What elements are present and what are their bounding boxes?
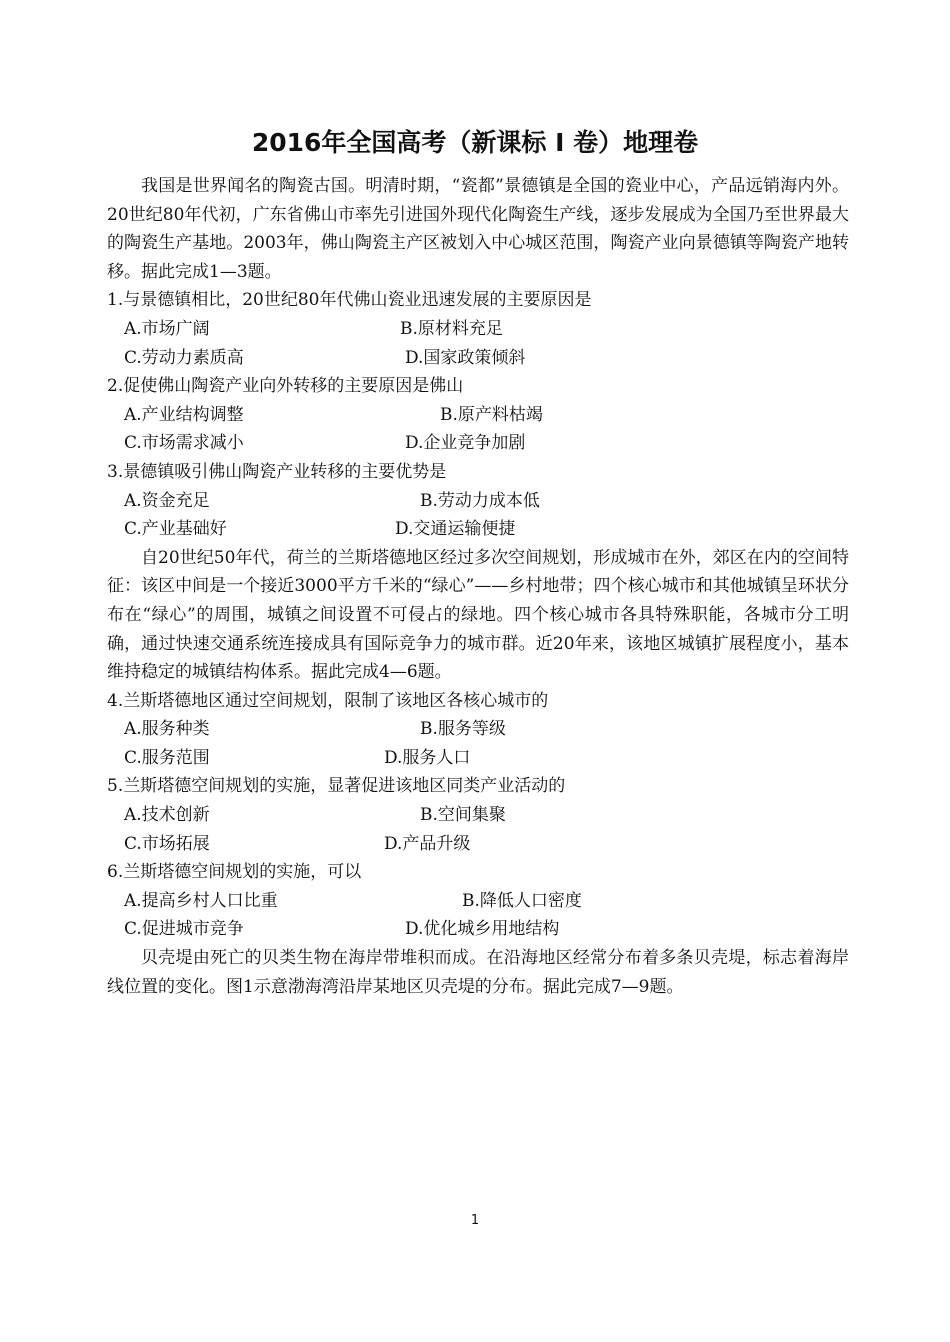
question-4-options-row-2	[107, 744, 849, 773]
q2-option-c: C.市场需求减小	[124, 433, 244, 454]
question-3-options-row-2	[107, 515, 849, 544]
q6-option-a: A.提高乡村人口比重	[124, 890, 278, 911]
question-3: 3.景德镇吸引佛山陶瓷产业转移的主要优势是	[107, 461, 447, 482]
question-2-options-row-1	[107, 401, 849, 430]
q5-option-a: A.技术创新	[124, 805, 210, 826]
q1-option-a: A.市场广阔	[124, 318, 210, 339]
question-6-options-row-1	[107, 887, 849, 916]
passage-randstad: 自20世纪50年代，荷兰的兰斯塔德地区经过多次空间规划，形成城市在外，郊区在内的空间特征：该区中间是一个接近3000平方千米的“绿心”——乡村地带；四个核心城市和其他城镇呈环状分布在“绿心”的周围，城镇之间设置不可侵占的绿地。四个核心城市各具特殊职能，各城市分工明确，通过快速交通系统连接成具有国际竞争力的城市群。近20年来，该地区城镇扩展程度小，基本维持稳定的城镇结构体系。据此完成4—6题。	[107, 547, 849, 683]
question-5-options-row-2	[107, 830, 849, 859]
q4-option-b: B.服务等级	[420, 719, 506, 740]
q2-option-a: A.产业结构调整	[124, 404, 244, 425]
q3-option-d: D.交通运输便捷	[395, 519, 516, 540]
q1-option-c: C.劳动力素质高	[124, 347, 244, 368]
q2-option-d: D.企业竞争加剧	[405, 433, 526, 454]
q5-option-c: C.市场拓展	[124, 833, 210, 854]
question-6: 6.兰斯塔德空间规划的实施，可以	[107, 862, 362, 883]
question-2: 2.促使佛山陶瓷产业向外转移的主要原因是佛山	[107, 376, 464, 397]
q1-option-b: B.原材料充足	[400, 318, 503, 339]
q4-option-a: A.服务种类	[124, 719, 210, 740]
question-6-options-row-2	[107, 915, 849, 944]
question-5-options-row-1	[107, 801, 849, 830]
page-title: 2016年全国高考（新课标 I 卷）地理卷	[251, 128, 699, 157]
question-5: 5.兰斯塔德空间规划的实施，显著促进该地区同类产业活动的	[107, 776, 566, 797]
question-1-options-row-1	[107, 315, 849, 344]
question-1: 1.与景德镇相比，20世纪80年代佛山瓷业迅速发展的主要原因是	[107, 290, 592, 311]
question-3-options-row-1	[107, 487, 849, 516]
passage-ceramics: 我国是世界闻名的陶瓷古国。明清时期，“瓷都”景德镇是全国的瓷业中心，产品远销海内外。20世纪80年代初，广东省佛山市率先引进国外现代化陶瓷生产线，逐步发展成为全国乃至世界最大的陶瓷生产基地。2003年，佛山陶瓷主产区被划入中心城区范围，陶瓷产业向景德镇等陶瓷产地转移。据此完成1—3题。	[107, 176, 849, 282]
passage-shell-ridge: 贝壳堤由死亡的贝类生物在海岸带堆积而成。在沿海地区经常分布着多条贝壳堤，标志着海岸线位置的变化。图1示意渤海湾沿岸某地区贝壳堤的分布。据此完成7—9题。	[107, 948, 849, 997]
q4-option-c: C.服务范围	[124, 747, 210, 768]
q2-option-b: B.原产料枯竭	[440, 404, 543, 425]
question-4-options-row-1	[107, 715, 849, 744]
q6-option-b: B.降低人口密度	[462, 890, 582, 911]
question-1-options-row-2	[107, 344, 849, 373]
q5-option-d: D.产品升级	[384, 833, 471, 854]
q5-option-b: B.空间集聚	[420, 805, 506, 826]
q6-option-d: D.优化城乡用地结构	[405, 919, 560, 940]
document-body	[107, 172, 849, 1001]
page-number: 1	[470, 1213, 480, 1228]
q3-option-c: C.产业基础好	[124, 519, 227, 540]
q6-option-c: C.促进城市竞争	[124, 919, 244, 940]
question-4: 4.兰斯塔德地区通过空间规划，限制了该地区各核心城市的	[107, 690, 549, 711]
q4-option-d: D.服务人口	[384, 747, 471, 768]
q3-option-a: A.资金充足	[124, 490, 210, 511]
q3-option-b: B.劳动力成本低	[420, 490, 540, 511]
q1-option-d: D.国家政策倾斜	[405, 347, 526, 368]
question-2-options-row-2	[107, 429, 849, 458]
